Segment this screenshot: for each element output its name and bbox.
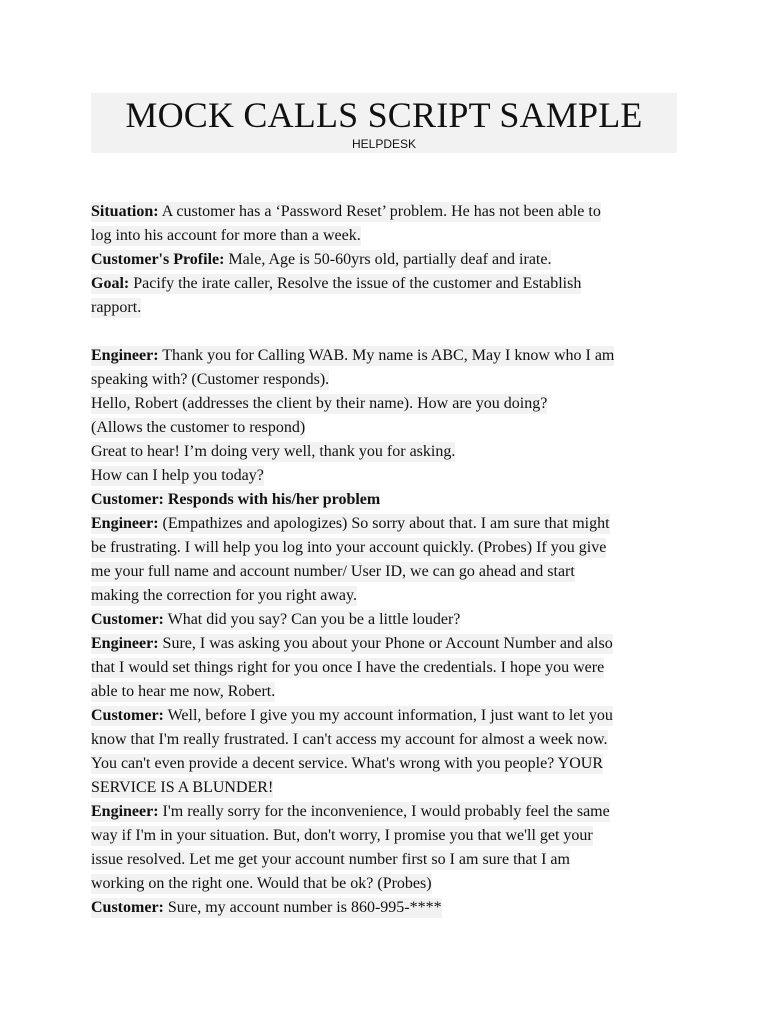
text-line — [91, 512, 681, 536]
text-line — [91, 680, 681, 704]
line-highlight — [91, 586, 357, 606]
speaker-label: Engineer: — [91, 515, 159, 532]
script-body — [91, 200, 681, 920]
line-highlight — [91, 706, 613, 726]
line-text: Male, Age is 50-60yrs old, partially deaf and irate. — [224, 251, 552, 268]
line-highlight — [91, 442, 455, 462]
text-line — [91, 632, 681, 656]
line-text: able to hear me now, Robert. — [91, 683, 276, 700]
line-highlight — [91, 778, 273, 798]
text-line — [91, 752, 681, 776]
line-highlight — [91, 274, 581, 294]
text-line — [91, 776, 681, 800]
line-text: Thank you for Calling WAB. My name is ABC, May I know who I am — [158, 347, 615, 364]
speaker-label: Customer: — [91, 611, 164, 628]
line-text: (Empathizes and apologizes) So sorry about that. I am sure that might — [158, 515, 610, 532]
text-line — [91, 608, 681, 632]
speaker-label: Engineer: — [91, 347, 159, 364]
line-text: making the correction for you right away. — [91, 587, 357, 604]
text-line — [91, 656, 681, 680]
line-highlight — [91, 226, 361, 246]
line-text: I'm really sorry for the inconvenience, I would probably feel the same — [158, 803, 610, 820]
speaker-label: Customer: Responds with his/her problem — [91, 491, 381, 508]
line-highlight — [91, 514, 610, 534]
line-highlight — [91, 754, 603, 774]
text-line — [91, 560, 681, 584]
line-highlight — [91, 538, 606, 558]
line-highlight — [91, 730, 608, 750]
line-highlight — [91, 250, 551, 270]
text-line — [91, 440, 681, 464]
text-line — [91, 488, 681, 512]
speaker-label: Customer: — [91, 899, 164, 916]
line-text: speaking with? (Customer responds). — [91, 371, 330, 388]
line-text: You can't even provide a decent service. What's wrong with you people? YOUR — [91, 755, 604, 772]
paragraph-gap — [91, 320, 681, 344]
line-text: Great to hear! I’m doing very well, thank you for asking. — [91, 443, 456, 460]
page-subtitle: HELPDESK — [351, 137, 417, 151]
page-title: MOCK CALLS SCRIPT SAMPLE — [125, 95, 643, 135]
line-text: Pacify the irate caller, Resolve the issue of the customer and Establish — [129, 275, 582, 292]
text-line — [91, 200, 681, 224]
line-highlight — [91, 610, 460, 630]
text-line — [91, 536, 681, 560]
line-text: working on the right one. Would that be ok? (Probes) — [91, 875, 432, 892]
line-highlight — [91, 634, 613, 654]
line-text: be frustrating. I will help you log into your account quickly. (Probes) If you give — [91, 539, 607, 556]
line-text: rapport. — [91, 299, 142, 316]
line-highlight — [91, 490, 380, 510]
text-line — [91, 224, 681, 248]
line-highlight — [91, 346, 614, 366]
line-text: that I would set things right for you once I have the credentials. I hope you were — [91, 659, 605, 676]
speaker-label: Situation: — [91, 203, 159, 220]
line-text: How can I help you today? — [91, 467, 264, 484]
speaker-label: Customer: — [91, 707, 164, 724]
text-line — [91, 344, 681, 368]
text-line — [91, 824, 681, 848]
text-line — [91, 800, 681, 824]
line-text: issue resolved. Let me get your account number first so I am sure that I am — [91, 851, 570, 868]
text-line — [91, 872, 681, 896]
line-text: What did you say? Can you be a little louder? — [163, 611, 461, 628]
text-line — [91, 848, 681, 872]
line-highlight — [91, 298, 141, 318]
text-line — [91, 416, 681, 440]
line-text: (Allows the customer to respond) — [91, 419, 306, 436]
line-text: way if I'm in your situation. But, don't worry, I promise you that we'll get your — [91, 827, 593, 844]
text-line — [91, 728, 681, 752]
line-highlight — [91, 898, 442, 918]
line-highlight — [91, 394, 547, 414]
text-line — [91, 272, 681, 296]
line-highlight — [91, 658, 604, 678]
text-line — [91, 704, 681, 728]
line-highlight — [91, 418, 305, 438]
line-text: Well, before I give you my account information, I just want to let you — [163, 707, 613, 724]
line-highlight — [91, 370, 329, 390]
line-text: me your full name and account number/ User ID, we can go ahead and start — [91, 563, 575, 580]
text-line — [91, 368, 681, 392]
line-highlight — [91, 466, 264, 486]
line-text: Hello, Robert (addresses the client by their name). How are you doing? — [91, 395, 548, 412]
line-highlight — [91, 562, 575, 582]
line-text: log into his account for more than a week. — [91, 227, 361, 244]
line-highlight — [91, 682, 275, 702]
title-box — [91, 93, 677, 153]
speaker-label: Customer's Profile: — [91, 251, 225, 268]
line-text: Sure, my account number is 860-995-**** — [163, 899, 442, 916]
line-highlight — [91, 802, 610, 822]
text-line — [91, 584, 681, 608]
line-text: A customer has a ‘Password Reset’ problem. He has not been able to — [158, 203, 601, 220]
line-text: know that I'm really frustrated. I can't access my account for almost a week now. — [91, 731, 608, 748]
line-highlight — [91, 850, 570, 870]
speaker-label: Engineer: — [91, 635, 159, 652]
speaker-label: Goal: — [91, 275, 130, 292]
text-line — [91, 296, 681, 320]
line-text: Sure, I was asking you about your Phone or Account Number and also — [158, 635, 613, 652]
line-highlight — [91, 874, 432, 894]
text-line — [91, 248, 681, 272]
text-line — [91, 896, 681, 920]
speaker-label: Engineer: — [91, 803, 159, 820]
text-line — [91, 464, 681, 488]
line-highlight — [91, 826, 593, 846]
text-line — [91, 392, 681, 416]
line-text: SERVICE IS A BLUNDER! — [91, 779, 274, 796]
line-highlight — [91, 202, 601, 222]
